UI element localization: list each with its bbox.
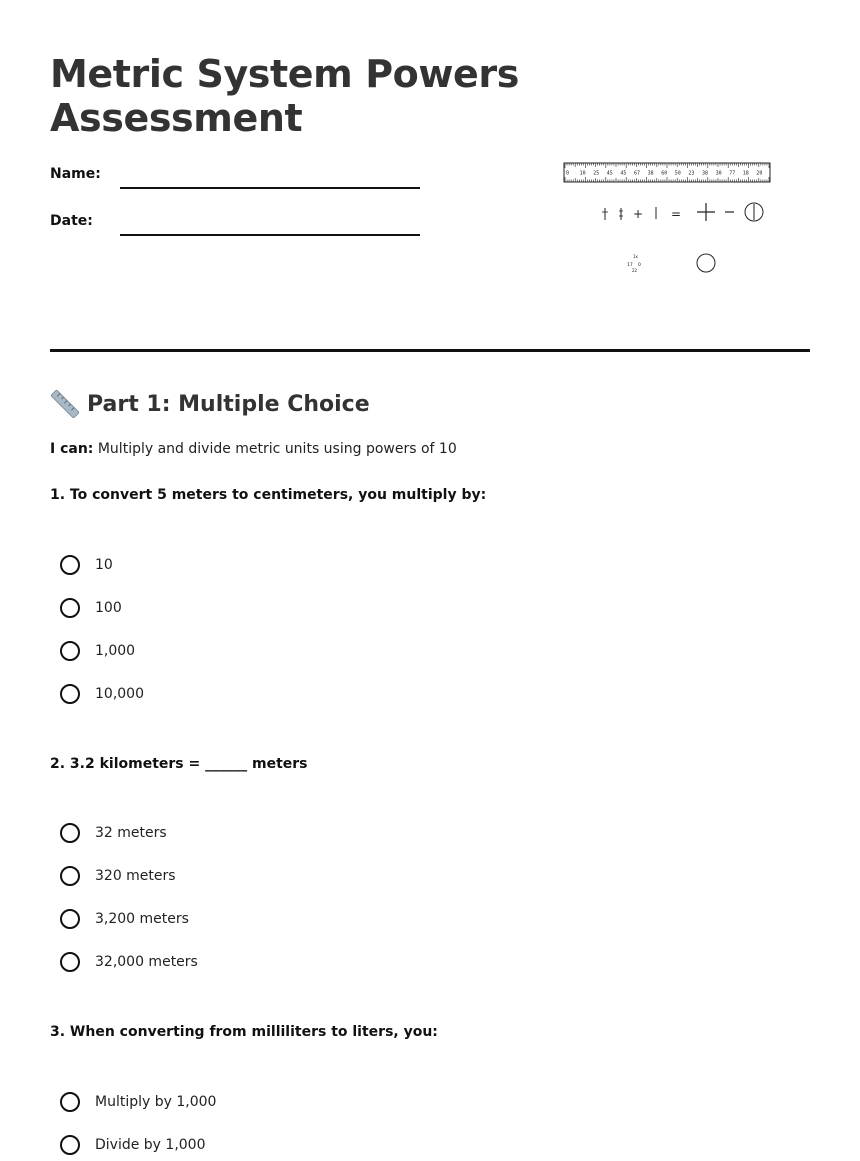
part1-heading — [50, 388, 370, 420]
radio-button[interactable] — [60, 555, 80, 575]
question-1: 1. To convert 5 meters to centimeters, you multiply by: — [50, 487, 487, 503]
name-label: Name: — [50, 166, 101, 182]
i-can-label: I can: — [50, 441, 94, 457]
option-label: 10,000 — [95, 686, 144, 702]
option-label: 1,000 — [95, 643, 136, 659]
option-label: 10 — [95, 557, 113, 573]
note-top: 1x — [633, 254, 638, 259]
option-label: 32 meters — [95, 825, 167, 841]
date-label: Date: — [50, 213, 93, 229]
ruler-number: 38 — [702, 170, 709, 177]
q3-option-b[interactable] — [60, 1133, 206, 1157]
note-right: 0 — [638, 263, 641, 268]
option-label: Divide by 1,000 — [95, 1137, 206, 1153]
ruler-number: 30 — [715, 170, 722, 177]
date-field[interactable] — [120, 234, 420, 236]
option-label: 320 meters — [95, 868, 176, 884]
plus-symbol-small: + — [633, 207, 644, 221]
q2-option-a[interactable] — [60, 821, 167, 845]
ruler-number: 67 — [634, 170, 641, 177]
ruler-number: 60 — [661, 170, 668, 177]
part1-title: Part 1: Multiple Choice — [87, 391, 370, 417]
q2-option-c[interactable] — [60, 907, 189, 931]
option-label: 3,200 meters — [95, 911, 189, 927]
ruler-number: 0 — [566, 170, 570, 177]
page-title: Metric System Powers Assessment — [50, 52, 519, 140]
ruler-number: 77 — [729, 170, 736, 177]
radio-button[interactable] — [60, 684, 80, 704]
radio-button[interactable] — [60, 641, 80, 661]
ruler-icon — [50, 389, 80, 419]
radio-button[interactable] — [60, 1135, 80, 1155]
learning-target — [50, 441, 457, 457]
q2-option-b[interactable] — [60, 864, 176, 888]
ruler-number: 45 — [606, 170, 613, 177]
ruler-number: 10 — [579, 170, 586, 177]
section-divider — [50, 349, 810, 352]
ruler-number: 23 — [688, 170, 695, 177]
option-label: 32,000 meters — [95, 954, 198, 970]
question-3: 3. When converting from milliliters to liters, you: — [50, 1024, 438, 1040]
equals-symbol: = — [671, 207, 682, 221]
q2-option-d[interactable] — [60, 950, 198, 974]
note-left: 17 — [627, 263, 633, 268]
q1-option-b[interactable] — [60, 596, 122, 620]
i-can-text: Multiply and divide metric units using powers of 10 — [93, 441, 457, 457]
radio-button[interactable] — [60, 598, 80, 618]
q1-option-d[interactable] — [60, 682, 144, 706]
option-label: 100 — [95, 600, 122, 616]
option-label: Multiply by 1,000 — [95, 1094, 217, 1110]
ruler-number: 20 — [756, 170, 763, 177]
measurement-illustration — [560, 160, 775, 280]
ruler-number: 38 — [647, 170, 654, 177]
math-symbols — [602, 203, 763, 273]
question-2: 2. 3.2 kilometers = ______ meters — [50, 756, 308, 772]
q3-option-a[interactable] — [60, 1090, 216, 1114]
radio-button[interactable] — [60, 866, 80, 886]
note-bottom: 22 — [632, 268, 638, 273]
radio-button[interactable] — [60, 952, 80, 972]
radio-button[interactable] — [60, 909, 80, 929]
radio-button[interactable] — [60, 1092, 80, 1112]
ruler-number: 18 — [742, 170, 749, 177]
ruler-number: 45 — [620, 170, 627, 177]
ruler-illustration — [564, 163, 770, 182]
q1-option-a[interactable] — [60, 553, 113, 577]
ruler-number: 50 — [674, 170, 681, 177]
radio-button[interactable] — [60, 823, 80, 843]
q1-option-c[interactable] — [60, 639, 135, 663]
name-field[interactable] — [120, 187, 420, 189]
ruler-number: 25 — [593, 170, 600, 177]
